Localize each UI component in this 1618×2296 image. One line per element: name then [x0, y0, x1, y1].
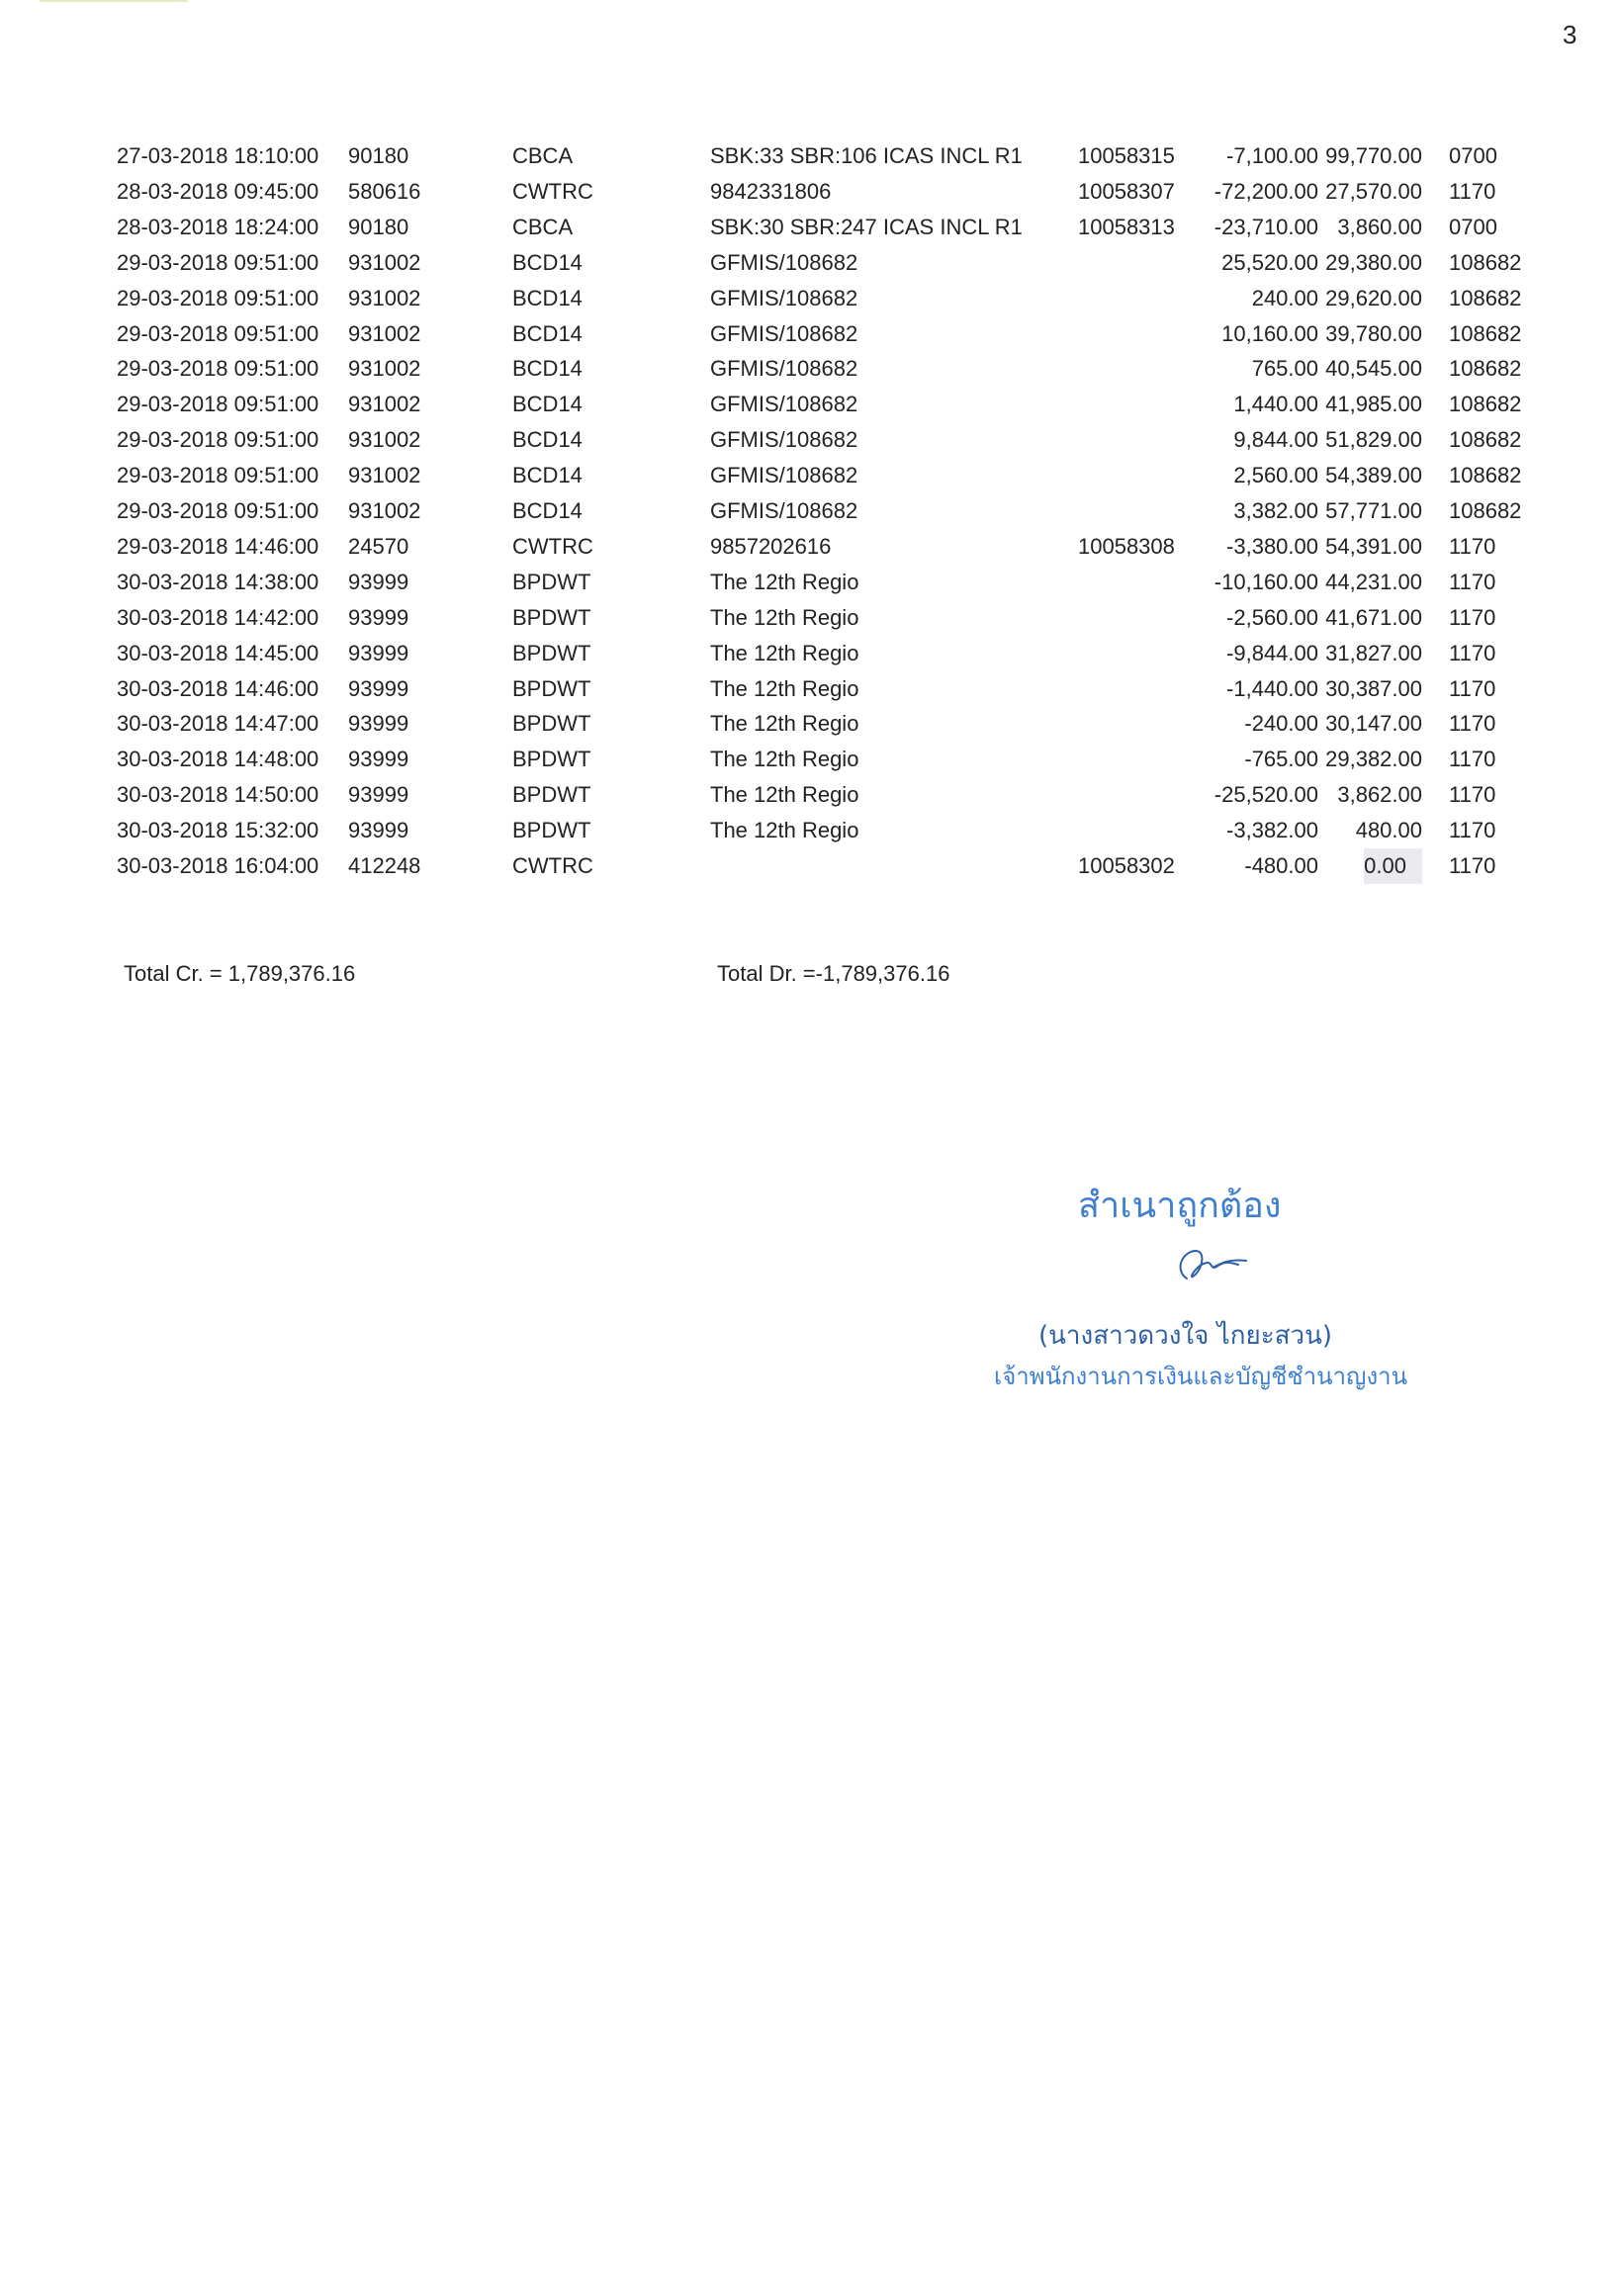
cell-date: 30-03-2018 14:46:00	[117, 675, 319, 701]
cell-code: 931002	[348, 498, 421, 523]
cell-amount: -2,560.00	[1226, 604, 1318, 630]
cell-type: BCD14	[512, 392, 583, 417]
scan-artifact	[40, 0, 188, 2]
cell-type: CWTRC	[512, 533, 593, 559]
cell-type: BPDWT	[512, 782, 591, 808]
cell-desc: GFMIS/108682	[710, 392, 858, 417]
cell-acct: 1170	[1449, 711, 1496, 737]
cell-amount: -240.00	[1244, 711, 1318, 737]
cell-desc: GFMIS/108682	[710, 285, 858, 310]
cell-type: BCD14	[512, 427, 583, 453]
cell-date: 29-03-2018 09:51:00	[117, 392, 319, 417]
ledger-row	[0, 245, 1618, 281]
cell-desc: GFMIS/108682	[710, 320, 858, 346]
cell-date: 29-03-2018 09:51:00	[117, 249, 319, 275]
cell-balance: 480.00	[1355, 818, 1422, 843]
ledger-row	[0, 742, 1618, 777]
page-number: 3	[1563, 20, 1577, 49]
ledger-row	[0, 706, 1618, 742]
cell-amount: 240.00	[1251, 285, 1318, 310]
cell-code: 931002	[348, 427, 421, 453]
cell-date: 30-03-2018 14:47:00	[117, 711, 319, 737]
cell-date: 28-03-2018 18:24:00	[117, 214, 319, 239]
ledger-row	[0, 351, 1618, 387]
cell-amount: -480.00	[1244, 853, 1318, 878]
cell-desc: The 12th Regio	[710, 782, 859, 808]
cell-amount: -72,200.00	[1214, 178, 1318, 204]
cell-amount: -9,844.00	[1226, 640, 1318, 665]
cell-date: 30-03-2018 14:45:00	[117, 640, 319, 665]
cell-acct: 1170	[1449, 675, 1496, 701]
cell-balance: 39,780.00	[1325, 320, 1422, 346]
cell-date: 30-03-2018 15:32:00	[117, 818, 319, 843]
cell-balance: 51,829.00	[1325, 427, 1422, 453]
cell-amount: 9,844.00	[1233, 427, 1318, 453]
cell-acct: 1170	[1449, 569, 1496, 594]
cell-desc: The 12th Regio	[710, 604, 859, 630]
cell-date: 27-03-2018 18:10:00	[117, 143, 319, 168]
cell-code: 90180	[348, 143, 409, 168]
cell-date: 29-03-2018 09:51:00	[117, 285, 319, 310]
cell-acct: 108682	[1449, 356, 1522, 382]
ledger-row	[0, 671, 1618, 707]
ledger-row	[0, 848, 1618, 884]
ledger-row	[0, 636, 1618, 671]
cell-date: 29-03-2018 14:46:00	[117, 533, 319, 559]
cell-date: 29-03-2018 09:51:00	[117, 356, 319, 382]
cell-date: 30-03-2018 14:50:00	[117, 782, 319, 808]
cell-balance: 41,671.00	[1325, 604, 1422, 630]
cell-balance: 57,771.00	[1325, 498, 1422, 523]
cell-code: 931002	[348, 356, 421, 382]
cell-type: BCD14	[512, 285, 583, 310]
cell-code: 93999	[348, 711, 409, 737]
cell-type: BPDWT	[512, 711, 591, 737]
cell-code: 93999	[348, 569, 409, 594]
cell-date: 29-03-2018 09:51:00	[117, 320, 319, 346]
ledger-row	[0, 174, 1618, 210]
ledger-row	[0, 281, 1618, 316]
cell-desc: GFMIS/108682	[710, 427, 858, 453]
cell-acct: 1170	[1449, 604, 1496, 630]
cell-amount: -7,100.00	[1226, 143, 1318, 168]
cell-date: 29-03-2018 09:51:00	[117, 463, 319, 488]
certified-copy-stamp: สำเนาถูกต้อง	[1078, 1186, 1282, 1226]
cell-balance: 54,389.00	[1325, 463, 1422, 488]
ledger-row	[0, 600, 1618, 636]
cell-acct: 108682	[1449, 285, 1522, 310]
cell-desc: SBK:30 SBR:247 ICAS INCL R1	[710, 214, 1023, 239]
cell-amount: -3,380.00	[1226, 533, 1318, 559]
cell-balance: 31,827.00	[1325, 640, 1422, 665]
cell-code: 93999	[348, 782, 409, 808]
cell-desc: The 12th Regio	[710, 675, 859, 701]
cell-date: 28-03-2018 09:45:00	[117, 178, 319, 204]
cell-acct: 108682	[1449, 392, 1522, 417]
cell-balance: 29,382.00	[1325, 747, 1422, 772]
cell-desc: 9857202616	[710, 533, 832, 559]
cell-type: CWTRC	[512, 178, 593, 204]
cell-balance: 41,985.00	[1325, 392, 1422, 417]
cell-balance: 30,147.00	[1325, 711, 1422, 737]
cell-type: BPDWT	[512, 640, 591, 665]
cell-date: 30-03-2018 14:42:00	[117, 604, 319, 630]
cell-code: 412248	[348, 853, 421, 878]
cell-code: 931002	[348, 392, 421, 417]
cell-type: BCD14	[512, 356, 583, 382]
cell-acct: 108682	[1449, 498, 1522, 523]
cell-code: 93999	[348, 604, 409, 630]
total-credit: Total Cr. = 1,789,376.16	[124, 961, 356, 986]
signature	[1167, 1241, 1256, 1290]
cell-amount: 10,160.00	[1221, 320, 1318, 346]
cell-desc: GFMIS/108682	[710, 498, 858, 523]
cell-type: BPDWT	[512, 675, 591, 701]
cell-balance: 99,770.00	[1325, 143, 1422, 168]
cell-balance: 27,570.00	[1325, 178, 1422, 204]
cell-acct: 1170	[1449, 747, 1496, 772]
cell-type: CBCA	[512, 143, 574, 168]
cell-code: 931002	[348, 249, 421, 275]
cell-amount: -3,382.00	[1226, 818, 1318, 843]
cell-acct: 1170	[1449, 178, 1496, 204]
cell-amount: -23,710.00	[1214, 214, 1318, 239]
cell-type: CWTRC	[512, 853, 593, 878]
cell-ref: 10058315	[1078, 143, 1175, 168]
cell-ref: 10058313	[1078, 214, 1175, 239]
cell-type: CBCA	[512, 214, 574, 239]
cell-type: BCD14	[512, 249, 583, 275]
cell-code: 24570	[348, 533, 409, 559]
cell-amount: 765.00	[1251, 356, 1318, 382]
cell-type: BPDWT	[512, 818, 591, 843]
cell-acct: 1170	[1449, 533, 1496, 559]
cell-type: BPDWT	[512, 747, 591, 772]
cell-acct: 1170	[1449, 818, 1496, 843]
cell-code: 93999	[348, 747, 409, 772]
cell-code: 93999	[348, 640, 409, 665]
total-debit: Total Dr. =-1,789,376.16	[717, 961, 950, 986]
cell-amount: -1,440.00	[1226, 675, 1318, 701]
cell-balance: 29,380.00	[1325, 249, 1422, 275]
cell-acct: 108682	[1449, 427, 1522, 453]
cell-desc: SBK:33 SBR:106 ICAS INCL R1	[710, 143, 1023, 168]
cell-code: 931002	[348, 463, 421, 488]
cell-desc: GFMIS/108682	[710, 463, 858, 488]
cell-desc: The 12th Regio	[710, 569, 859, 594]
cell-desc: The 12th Regio	[710, 640, 859, 665]
cell-type: BCD14	[512, 463, 583, 488]
ledger-row	[0, 387, 1618, 422]
cell-balance: 3,860.00	[1337, 214, 1422, 239]
ledger-row	[0, 777, 1618, 813]
cell-code: 580616	[348, 178, 421, 204]
certifier-position: เจ้าพนักงานการเงินและบัญชีชำนาญงาน	[994, 1363, 1408, 1390]
ledger-row	[0, 422, 1618, 458]
cell-acct: 0700	[1449, 214, 1497, 239]
cell-desc: 9842331806	[710, 178, 832, 204]
cell-balance: 3,862.00	[1337, 782, 1422, 808]
cell-desc: The 12th Regio	[710, 747, 859, 772]
cell-desc: GFMIS/108682	[710, 249, 858, 275]
cell-acct: 1170	[1449, 640, 1496, 665]
cell-acct: 108682	[1449, 249, 1522, 275]
cell-code: 931002	[348, 285, 421, 310]
cell-acct: 1170	[1449, 853, 1496, 878]
cell-date: 30-03-2018 14:38:00	[117, 569, 319, 594]
cell-type: BPDWT	[512, 569, 591, 594]
cell-balance: 40,545.00	[1325, 356, 1422, 382]
ledger-row	[0, 316, 1618, 352]
cell-code: 93999	[348, 675, 409, 701]
cell-date: 30-03-2018 16:04:00	[117, 853, 319, 878]
cell-acct: 1170	[1449, 782, 1496, 808]
cell-type: BCD14	[512, 498, 583, 523]
cell-ref: 10058308	[1078, 533, 1175, 559]
certifier-name: (นางสาวดวงใจ ไกยะสวน)	[1038, 1321, 1333, 1351]
cell-date: 29-03-2018 09:51:00	[117, 498, 319, 523]
ledger-row	[0, 458, 1618, 493]
ledger-row	[0, 529, 1618, 565]
cell-ref: 10058307	[1078, 178, 1175, 204]
cell-desc: The 12th Regio	[710, 818, 859, 843]
ledger-row	[0, 210, 1618, 245]
cell-balance: 0.00	[1364, 848, 1422, 884]
ledger-row	[0, 813, 1618, 848]
cell-date: 29-03-2018 09:51:00	[117, 427, 319, 453]
ledger-row	[0, 565, 1618, 600]
cell-balance: 29,620.00	[1325, 285, 1422, 310]
cell-code: 931002	[348, 320, 421, 346]
cell-amount: 1,440.00	[1233, 392, 1318, 417]
cell-type: BPDWT	[512, 604, 591, 630]
cell-code: 90180	[348, 214, 409, 239]
cell-amount: 3,382.00	[1233, 498, 1318, 523]
cell-date: 30-03-2018 14:48:00	[117, 747, 319, 772]
cell-amount: -765.00	[1244, 747, 1318, 772]
ledger-row	[0, 138, 1618, 174]
cell-amount: 25,520.00	[1221, 249, 1318, 275]
cell-balance: 44,231.00	[1325, 569, 1422, 594]
cell-desc: GFMIS/108682	[710, 356, 858, 382]
cell-balance: 54,391.00	[1325, 533, 1422, 559]
cell-desc: The 12th Regio	[710, 711, 859, 737]
cell-amount: 2,560.00	[1233, 463, 1318, 488]
cell-balance: 30,387.00	[1325, 675, 1422, 701]
ledger-row	[0, 493, 1618, 529]
cell-acct: 108682	[1449, 463, 1522, 488]
cell-type: BCD14	[512, 320, 583, 346]
cell-acct: 108682	[1449, 320, 1522, 346]
cell-acct: 0700	[1449, 143, 1497, 168]
cell-code: 93999	[348, 818, 409, 843]
cell-ref: 10058302	[1078, 853, 1175, 878]
cell-amount: -25,520.00	[1214, 782, 1318, 808]
cell-amount: -10,160.00	[1214, 569, 1318, 594]
